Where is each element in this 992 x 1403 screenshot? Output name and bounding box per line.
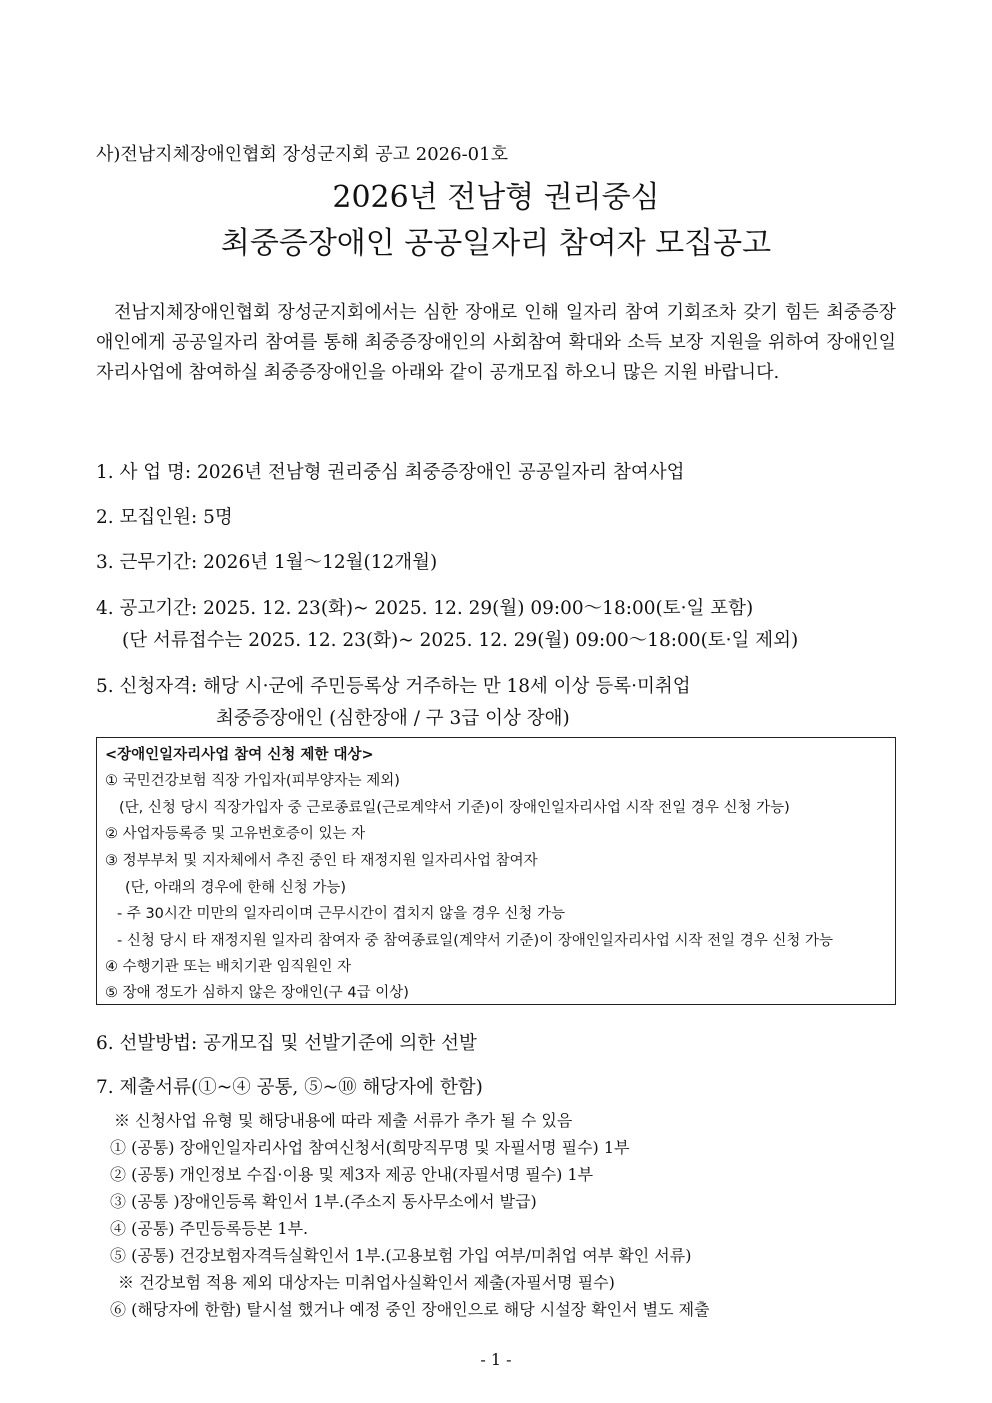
intro-paragraph: 전남지체장애인협회 장성군지회에서는 심한 장애로 인해 일자리 참여 기회조차 갖기 힘든 최중증장애인에게 공공일자리 참여를 통해 최중증장애인의 사회참여 확대와 소득 보장 지원을 위하여 장애인일자리사업에 참여하실 최중증장애인을 아래와 같이 공개모집 하오니 많은 지원 바랍니다. — [96, 302, 896, 383]
document-item: ⑤ (공통) 건강보험자격득실확인서 1부.(고용보험 가입 여부/미취업 여부 확인 서류) — [110, 1246, 692, 1265]
item-work-period: 3. 근무기간: 2026년 1월～12월(12개월) — [96, 552, 438, 573]
item-notice-period: 4. 공고기간: 2025. 12. 23(화)~ 2025. 12. 29(월) 09:00～18:00(토·일 포함) — [96, 598, 754, 619]
item-documents-heading: 7. 제출서류(①~④ 공통, ⑤~⑩ 해당자에 한함) — [96, 1077, 483, 1098]
restriction-line: ⑤ 장애 정도가 심하지 않은 장애인(구 4급 이상) — [105, 985, 409, 1001]
item-project-name: 1. 사 업 명: 2026년 전남형 권리중심 최중증장애인 공공일자리 참여사업 — [96, 462, 685, 483]
restriction-box — [96, 737, 896, 1005]
page-number: - 1 - — [480, 1350, 512, 1369]
restriction-heading: <장애인일자리사업 참여 신청 제한 대상> — [105, 747, 374, 763]
document-item: ② (공통) 개인정보 수집·이용 및 제3자 제공 안내(자필서명 필수) 1부 — [110, 1165, 594, 1184]
document-item: ① (공통) 장애인일자리사업 참여신청서(희망직무명 및 자필서명 필수) 1부 — [110, 1138, 630, 1157]
restriction-line: (단, 신청 당시 직장가입자 중 근로종료일(근로계약서 기준)이 장애인일자리사업 시작 전일 경우 신청 가능) — [119, 800, 790, 816]
restriction-line: ④ 수행기관 또는 배치기관 임직원인 자 — [105, 959, 352, 975]
documents-note: ※ 신청사업 유형 및 해당내용에 따라 제출 서류가 추가 될 수 있음 — [114, 1111, 573, 1130]
notice-number: 사)전남지체장애인협회 장성군지회 공고 2026-01호 — [96, 144, 508, 165]
document-item: ④ (공통) 주민등록등본 1부. — [110, 1219, 309, 1238]
document-item: ③ (공통 )장애인등록 확인서 1부.(주소지 동사무소에서 발급) — [110, 1192, 537, 1211]
item-eligibility: 5. 신청자격: 해당 시·군에 주민등록상 거주하는 만 18세 이상 등록·미취업 — [96, 676, 691, 697]
item-selection-method: 6. 선발방법: 공개모집 및 선발기준에 의한 선발 — [96, 1033, 477, 1054]
item-notice-period-note: (단 서류접수는 2025. 12. 23(화)~ 2025. 12. 29(월) 09:00～18:00(토·일 제외) — [122, 630, 799, 651]
restriction-line: - 주 30시간 미만의 일자리이며 근무시간이 겹치지 않을 경우 신청 가능 — [117, 906, 565, 922]
restriction-line: ① 국민건강보험 직장 가입자(피부양자는 제외) — [105, 773, 400, 789]
restriction-line: (단, 아래의 경우에 한해 신청 가능) — [125, 880, 347, 896]
item-recruit-count: 2. 모집인원: 5명 — [96, 507, 233, 528]
document-note: ※ 건강보험 적용 제외 대상자는 미취업사실확인서 제출(자필서명 필수) — [118, 1273, 615, 1292]
document-item: ⑥ (해당자에 한함) 탈시설 했거나 예정 중인 장애인으로 해당 시설장 확인서 별도 제출 — [110, 1300, 710, 1319]
restriction-line: - 신청 당시 타 재정지원 일자리 참여자 중 참여종료일(계약서 기준)이 장애인일자리사업 시작 전일 경우 신청 가능 — [117, 933, 833, 949]
title-line-1: 2026년 전남형 권리중심 — [332, 180, 660, 215]
title-line-2: 최중증장애인 공공일자리 참여자 모집공고 — [220, 226, 772, 261]
item-eligibility-detail: 최중증장애인 (심한장애 / 구 3급 이상 장애) — [216, 708, 570, 729]
restriction-line: ② 사업자등록증 및 고유번호증이 있는 자 — [105, 826, 366, 842]
restriction-line: ③ 정부부처 및 지자체에서 추진 중인 타 재정지원 일자리사업 참여자 — [105, 853, 538, 869]
